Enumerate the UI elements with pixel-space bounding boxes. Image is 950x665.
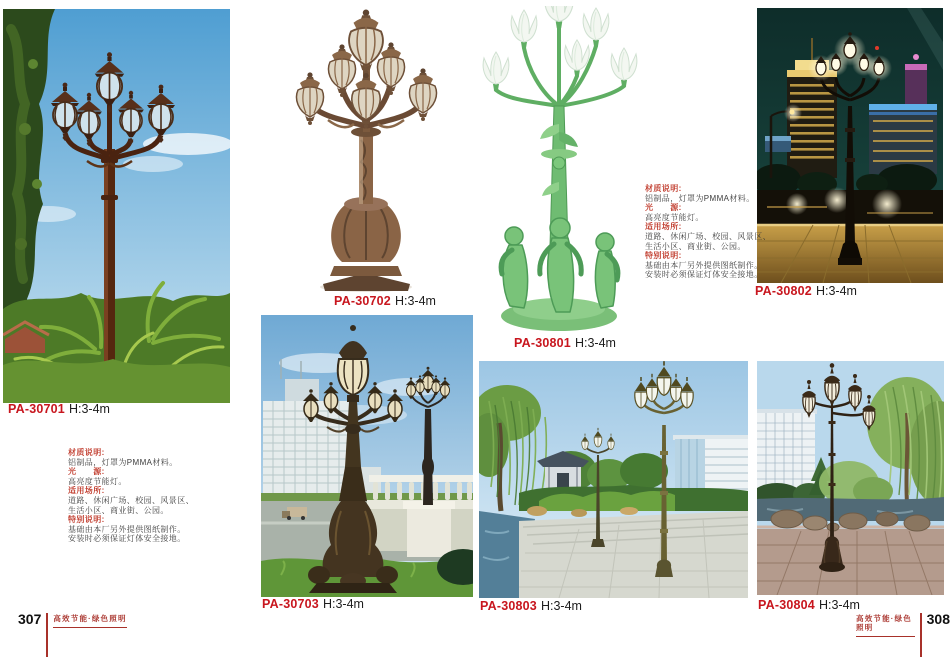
footer-divider [46, 613, 48, 657]
material-text: 铝制品，灯罩为PMMA材料。 [68, 457, 178, 467]
page-number-left: 307 [18, 611, 42, 627]
product-label-pa30804 [758, 598, 860, 612]
material-label: 材质说明: [645, 184, 682, 193]
product-label-pa30801 [514, 336, 616, 350]
product-label-pa30802 [755, 284, 857, 298]
product-height: H:3-4m [68, 402, 110, 416]
product-label-pa30703 [262, 597, 364, 611]
product-photo-pa30803 [479, 361, 748, 598]
product-height: H:3-4m [540, 599, 582, 613]
light-source-text: 高亮度节能灯。 [68, 476, 127, 486]
usage-label: 适用场所: [68, 486, 105, 496]
product-photo-pa30801 [464, 6, 650, 336]
light-source-label: 光 源: [645, 203, 682, 213]
product-code: PA-30703 [262, 597, 319, 611]
usage-text-line2: 生活小区、商业街、公园。 [68, 505, 169, 515]
product-height: H:3-4m [574, 336, 616, 350]
footer-slogan: 高效节能·绿色照明 [53, 614, 126, 628]
product-code: PA-30804 [758, 598, 815, 612]
product-height: H:3-4m [815, 284, 857, 298]
special-text-line1: 基础由本厂另外提供图纸制作。 [645, 260, 763, 270]
material-text: 铝制品，灯罩为PMMA材料。 [645, 193, 755, 203]
page-number-right: 308 [926, 611, 950, 627]
product-code: PA-30701 [8, 402, 65, 416]
special-text-line2: 安装时必须保证灯体安全接地。 [645, 270, 763, 280]
product-code: PA-30702 [334, 294, 391, 308]
footer-left [18, 613, 127, 657]
special-label: 特别说明: [68, 515, 105, 525]
product-photo-pa30703 [261, 315, 473, 597]
footer-divider [920, 613, 922, 657]
product-height: H:3-4m [322, 597, 364, 611]
product-label-pa30701 [8, 402, 110, 416]
product-height: H:3-4m [818, 598, 860, 612]
product-description-right [645, 184, 771, 280]
product-description-left [68, 448, 194, 544]
product-code: PA-30801 [514, 336, 571, 350]
usage-text-line1: 道路、休闲广场、校园、风景区、 [645, 231, 771, 241]
usage-text-line2: 生活小区、商业街、公园。 [645, 241, 746, 251]
material-label: 材质说明: [68, 448, 105, 457]
footer-right [856, 613, 950, 657]
product-photo-pa30702 [268, 4, 466, 292]
product-photo-pa30802 [757, 8, 943, 283]
footer-slogan: 高效节能·绿色照明 [856, 614, 915, 637]
special-label: 特别说明: [645, 251, 682, 261]
product-photo-pa30804 [757, 361, 944, 595]
usage-label: 适用场所: [645, 222, 682, 232]
light-source-text: 高亮度节能灯。 [645, 212, 704, 222]
product-label-pa30702 [334, 294, 436, 308]
product-code: PA-30803 [480, 599, 537, 613]
usage-text-line1: 道路、休闲广场、校园、风景区、 [68, 495, 194, 505]
product-code: PA-30802 [755, 284, 812, 298]
product-height: H:3-4m [394, 294, 436, 308]
special-text-line2: 安装时必须保证灯体安全接地。 [68, 534, 186, 544]
product-label-pa30803 [480, 599, 582, 613]
light-source-label: 光 源: [68, 467, 105, 477]
product-photo-pa30701 [3, 9, 230, 403]
special-text-line1: 基础由本厂另外提供图纸制作。 [68, 524, 186, 534]
